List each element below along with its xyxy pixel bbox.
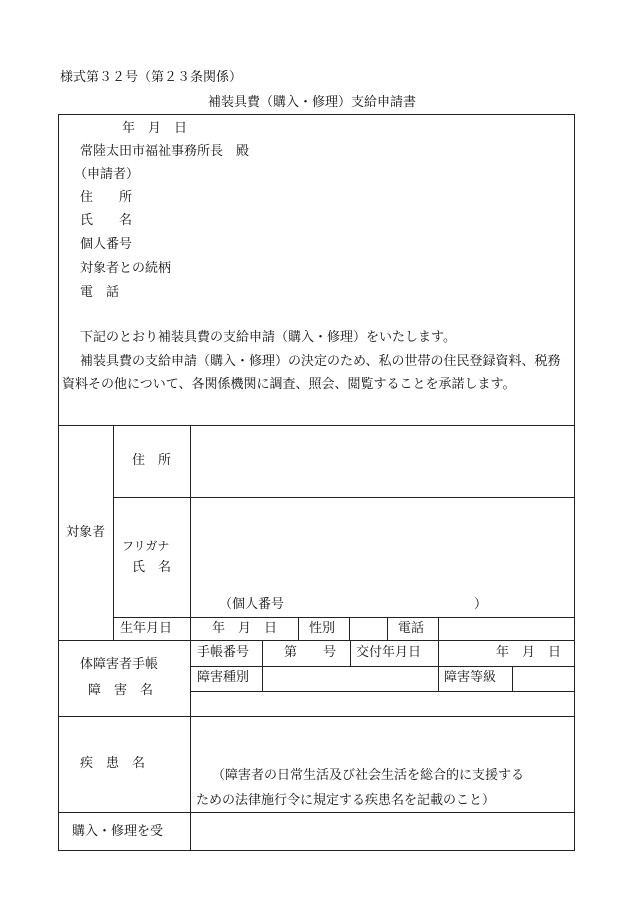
form-title: 補装具費（購入・修理）支給申請書 (208, 95, 417, 110)
consent-paragraph: 補装具費の支給申請（購入・修理）の決定のため、私の世帯の住民登録資料、税務資料その他について、各関係機関に調査、照会、閲覧することを承諾します。 (62, 354, 561, 392)
issue-date-value: 年 月 日 (496, 645, 562, 660)
subject-personal-number-close: ） (474, 597, 488, 612)
disability-name-label: 障 害 名 (88, 683, 154, 698)
issue-date-label: 交付年月日 (356, 645, 422, 660)
frame-bottom (58, 850, 575, 851)
applicant-address-label: 住 所 (80, 190, 133, 205)
name-row-bottom (113, 617, 575, 618)
birth-value: 年 月 日 (212, 621, 278, 636)
handbook-row2-bottom (190, 691, 575, 692)
handbook-number-label: 手帳番号 (197, 645, 250, 660)
applicant-relationship-label: 対象者との続柄 (80, 261, 172, 276)
frame-top (58, 114, 575, 115)
frame-left (58, 114, 59, 850)
disability-type-label: 障害種別 (197, 670, 250, 685)
handbook-grade-divider (512, 666, 513, 691)
applicant-name-label: 氏 名 (80, 213, 133, 228)
birth-gender-divider (298, 617, 299, 640)
furigana-label: フリガナ (122, 539, 170, 553)
addressee: 常陸太田市福祉事務所長 殿 (80, 144, 250, 159)
applicant-personal-number-label: 個人番号 (80, 237, 133, 252)
handbook-label: 体障害者手帳 (80, 657, 159, 672)
subject-address-label: 住 所 (132, 453, 172, 468)
handbook-number-divider (350, 640, 351, 666)
gender-label-divider (349, 617, 350, 640)
gender-label: 性別 (309, 621, 336, 636)
disability-grade-label: 障害等級 (444, 670, 497, 685)
disease-bottom-line (58, 812, 575, 813)
handbook-row1-bottom (190, 666, 575, 667)
handbook-label-divider (262, 640, 263, 691)
birth-label: 生年月日 (120, 621, 173, 636)
disease-note-line2: ための法律施行令に規定する疾患名を記載のこと） (196, 793, 496, 808)
applicant-heading: （申請者） (74, 167, 140, 182)
applicant-phone-label: 電 話 (80, 285, 120, 300)
statement-line: 下記のとおり補装具費の支給申請（購入・修理）をいたします。 (80, 330, 456, 345)
subject-name-label: 氏 名 (132, 560, 172, 575)
handbook-issue-divider (438, 640, 439, 691)
frame-right (574, 114, 575, 850)
handbook-bottom-line (58, 716, 575, 717)
disease-note-line1: （障害者の日常生活及び社会生活を総合的に支援する (212, 768, 525, 783)
form-number: 様式第３２号（第２３条関係） (60, 70, 243, 85)
subject-personal-number-label: （個人番号 (219, 597, 285, 612)
value-column-divider (190, 425, 191, 850)
handbook-number-value: 第 号 (284, 645, 337, 660)
gender-value-divider (387, 617, 388, 640)
disease-label: 疾 患 名 (80, 756, 146, 771)
phone-label: 電話 (398, 621, 425, 636)
subject-top-line (58, 425, 575, 426)
birth-row-bottom (58, 640, 575, 641)
subject-label: 対象者 (66, 525, 106, 540)
subject-label-divider (113, 425, 114, 640)
date-line: 年 月 日 (122, 121, 188, 136)
purchase-label: 購入・修理を受 (72, 824, 164, 839)
phone-label-divider (438, 617, 439, 640)
address-row-bottom (113, 497, 575, 498)
